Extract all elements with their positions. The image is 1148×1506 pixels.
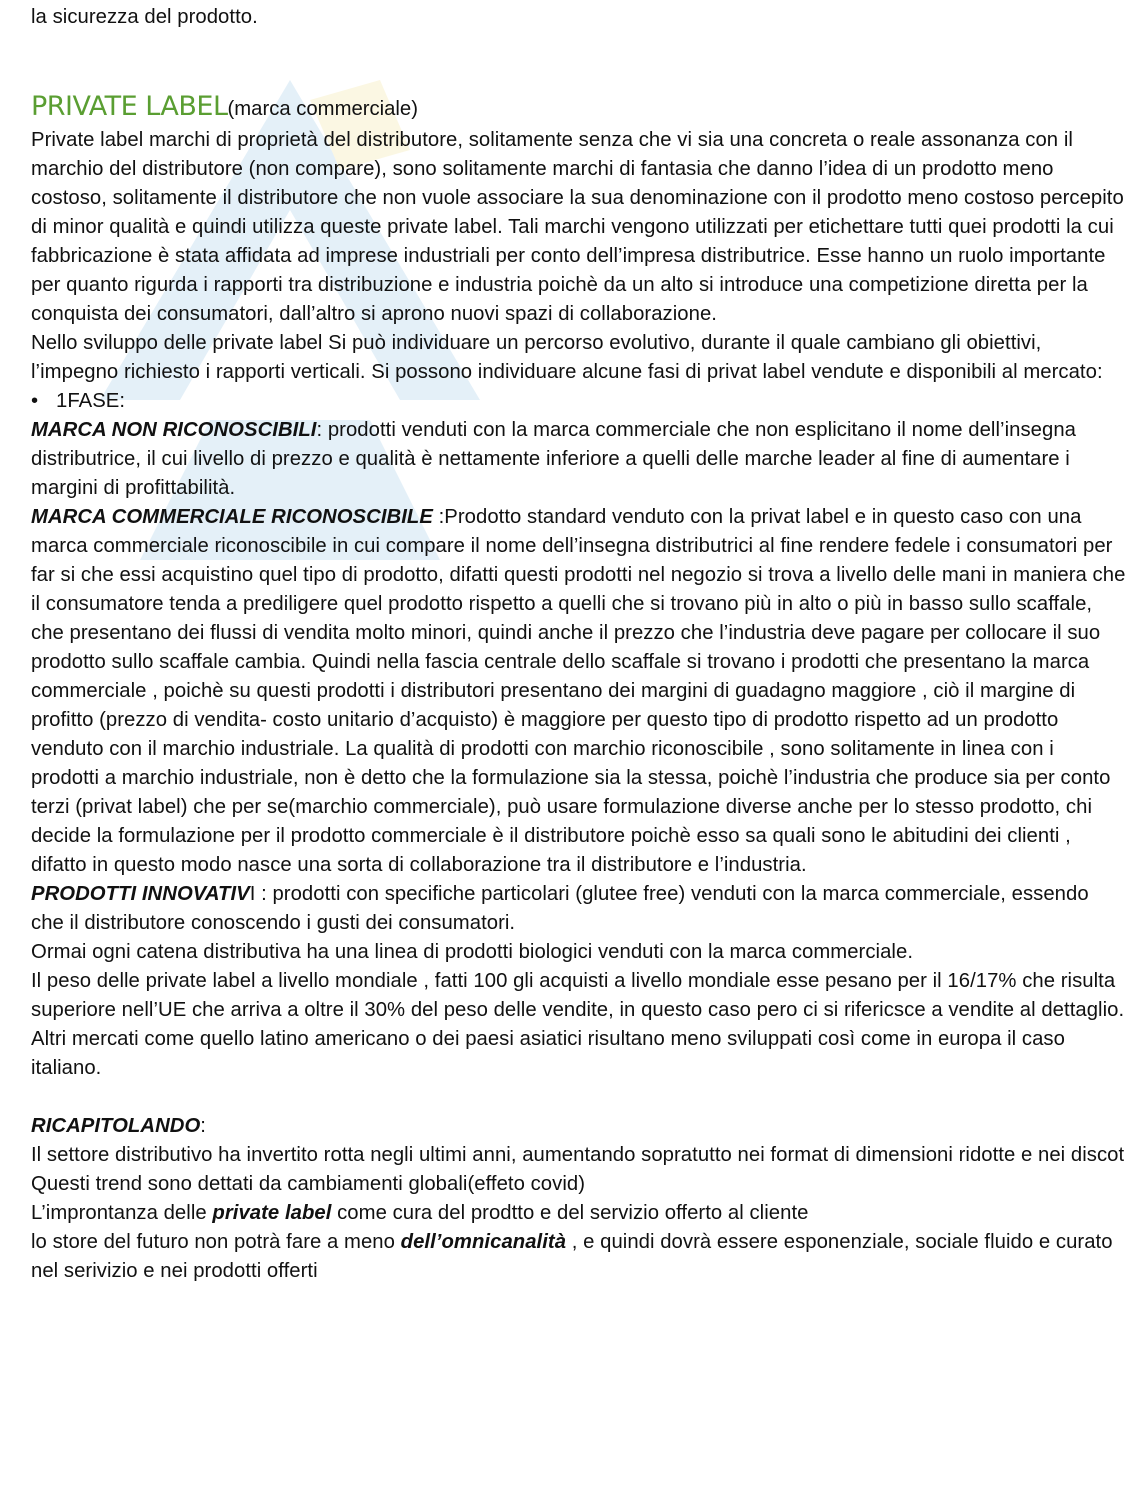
heading-subtitle: (marca commerciale): [227, 98, 418, 120]
recap-line-4-pre: lo store del futuro non potrà fare a meno: [31, 1231, 401, 1253]
bullet-icon: •: [31, 390, 39, 412]
spacer: [31, 1083, 1126, 1112]
paragraph-peso: Il peso delle private label a livello mondiale , fatti 100 gli acquisti a livello mondiale esse pesano per il 16/17% che risulta superiore nell’UE che arriva a oltre il 30% del peso delle vendite, in questo caso pero ci si rifericsce a vendite al dettaglio. Altri mercati come quello latino americano o dei paesi asiatici risultano meno sviluppati così come in europa il caso italiano.: [31, 970, 1125, 1079]
paragraph-intro: Private label marchi di proprietà del distributore, solitamente senza che vi sia una concreta o reale assonanza con il marchio del distributore (non compare), sono solitamente marchi di fantasia che danno l’idea di un prodotto meno costoso, solitamente il distributore che non vuole associare la sua denominazione con il prodotto meno costoso percepito di minor qualità e quindi utilizza queste private label. Tali marchi vengono utilizzati per etichettare tutti quei prodotti la cui fabbricazione è stata affidata ad imprese industriali per conto dell’impresa distributrice. Esse hanno un ruolo importante per quanto rigurda i rapporti tra distribuzione e industria poichè da un alto si introduce una competizione diretta per la conquista dei consumatori, dall’altro si aprono nuovi spazi di collaborazione.: [31, 129, 1124, 325]
text-prodotti-innovativi: I : prodotti con specifiche particolari (glutee free) venduti con la marca commerciale, essendo che il distributore conoscendo i gusti dei consumatori.: [31, 883, 1089, 934]
spacer: [31, 32, 1126, 90]
recap-line-3-pre: L’improntanza delle: [31, 1202, 213, 1224]
recap-colon: :: [200, 1115, 206, 1137]
top-line: la sicurezza del prodotto.: [31, 6, 258, 28]
term-marca-riconoscibile: MARCA COMMERCIALE RICONOSCIBILE: [31, 506, 439, 528]
term-marca-non-riconoscibili: MARCA NON RICONOSCIBILI: [31, 419, 317, 441]
term-prodotti-innovativi: PRODOTTI INNOVATIV: [31, 883, 250, 905]
recap-line-1: Il settore distributivo ha invertito rotta negli ultimi anni, aumentando sopratutto nei format di dimensioni ridotte e nei discot: [31, 1144, 1125, 1166]
paragraph-prodotti-innovativi: [31, 880, 1126, 938]
recap-line-2: Questi trend sono dettati da cambiamenti globali(effeto covid): [31, 1173, 586, 1195]
recap-line-3-term: private label: [212, 1202, 332, 1224]
bullet-text: 1FASE:: [56, 390, 126, 412]
paragraph-marca-riconoscibile: [31, 503, 1126, 880]
paragraph-biologici: Ormai ogni catena distributiva ha una linea di prodotti biologici venduti con la marca commerciale.: [31, 941, 914, 963]
recap-line-4: [31, 1228, 1126, 1286]
text-marca-riconoscibile: :Prodotto standard venduto con la privat label e in questo caso con una marca commerciale riconoscibile in cui compare il nome dell’insegna distributrici al fine rendere fedele i consumatori per far si che essi acquistino quel tipo di prodotto, difatti questi prodotti nel negozio si trova a livello delle mani in maniera che il consumatore tenda a prediligere quel prodotto rispetto a quelli che si trovano più in alto o più in basso sullo scaffale, che presentano dei flussi di vendita molto minori, quindi anche il prezzo che l’industria deve pagare per collocare il suo prodotto sullo scaffale cambia. Quindi nella fascia centrale dello scaffale si trovano i prodotti che presentano la marca commerciale , poichè su questi prodotti i distributori presentano dei margini di guadagno maggiore , ciò il margine di profitto (prezzo di vendita- costo unitario d’acquisto) è maggiore per questo tipo di prodotto rispetto ad un prodotto venduto con il marchio industriale. La qualità di prodotti con marchio riconoscibile , sono solitamente in linea con i prodotti a marchio industriale, non è detto che la formulazione sia la stessa, poichè l’industria che produce sia per conto terzi (privat label) che per se(marchio commerciale), può usare formulazione diverse anche per lo stesso prodotto, chi decide la formulazione per il prodotto commerciale è il distributore poichè esso sa quali sono le abitudini dei clienti , difatto in questo modo nasce una sorta di collaborazione tra il distributore e l’industria.: [31, 506, 1126, 876]
document-page: [31, 3, 1126, 1286]
recap-line-4-post: , e quindi dovrà essere esponenziale, sociale fluido e curato nel serivizio e nei prodotti offerti: [31, 1231, 1113, 1282]
section-heading: [31, 90, 1126, 126]
recap-line-3: [31, 1199, 1126, 1228]
text-marca-non-riconoscibili: : prodotti venduti con la marca commerciale che non esplicitano il nome dell’insegna distributrice, il cui livello di prezzo e qualità è nettamente inferiore a quelli delle marche leader al fine di aumentare i margini di profittabilità.: [31, 419, 1076, 499]
recap-line-3-post: come cura del prodtto e del servizio offerto al cliente: [331, 1202, 809, 1224]
recap-term: RICAPITOLANDO: [31, 1115, 201, 1137]
paragraph-evolution: Nello sviluppo delle private label Si può individuare un percorso evolutivo, durante il quale cambiano gli obiettivi, l’impegno richiesto i rapporti verticali. Si possono individuare alcune fasi di privat label vendute e disponibili al mercato:: [31, 332, 1103, 383]
paragraph-marca-non-riconoscibili: [31, 416, 1126, 503]
heading-title: PRIVATE LABEL: [31, 91, 228, 122]
recap-heading: [31, 1112, 1126, 1141]
recap-line-4-term: dell’omnicanalità: [400, 1231, 567, 1253]
bullet-item: [31, 387, 1126, 416]
